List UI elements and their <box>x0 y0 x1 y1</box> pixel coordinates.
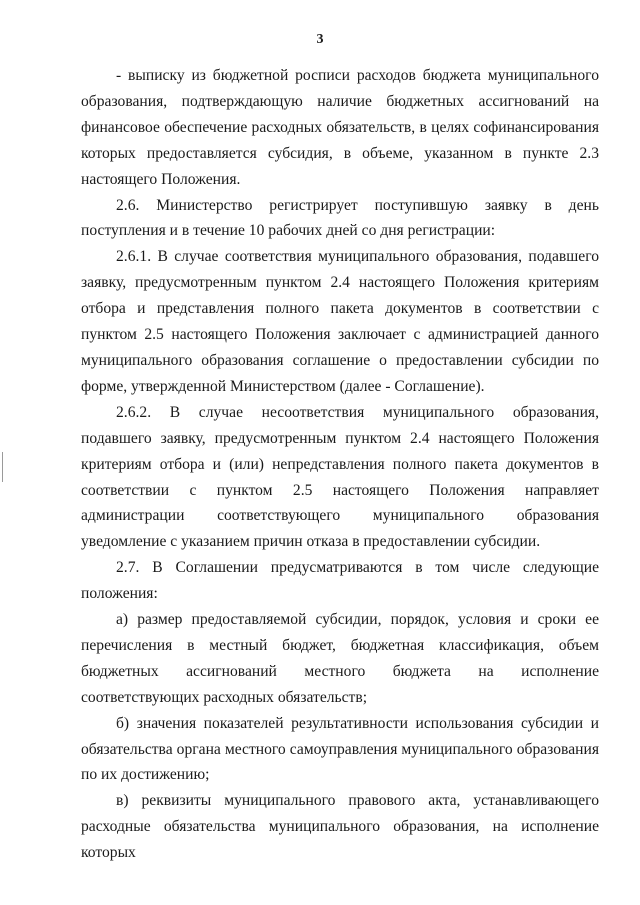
paragraph-item-v: в) реквизиты муниципального правового акта, устанавливающего расходные обязательства муниципального образования, на исполнение которых <box>81 792 599 862</box>
page-number: 3 <box>316 32 324 47</box>
paragraph-item-b: б) значения показателей результативности использования субсидии и обязательства органа местного самоуправления муниципального образования по их достижению; <box>81 714 599 784</box>
scan-edge-mark <box>2 452 3 482</box>
paragraph-2-7: 2.7. В Соглашении предусматриваются в том числе следующие положения: <box>81 559 599 603</box>
paragraph-2-6: 2.6. Министерство регистрирует поступившую заявку в день поступления и в течение 10 рабочих дней со дня регистрации: <box>81 196 599 240</box>
paragraph-2-6-2: 2.6.2. В случае несоответствия муниципального образования, подавшего заявку, предусмотренным пунктом 2.4 настоящего Положения критериям отбора и (или) непредставления полного пакета документов в соответствии с пунктом 2.5 настоящего Положения направляет администрации соответствующего муниципального образования уведомление с указанием причин отказа в предоставлении субсидии. <box>81 403 599 551</box>
document-body <box>81 63 599 866</box>
paragraph-item-a: а) размер предоставляемой субсидии, порядок, условия и сроки ее перечисления в местный бюджет, бюджетная классификация, объем бюджетных ассигнований местного бюджета на исполнение соответствующих расходных обязательств; <box>81 611 599 706</box>
paragraph-2-6-1: 2.6.1. В случае соответствия муниципального образования, подавшего заявку, предусмотренным пунктом 2.4 настоящего Положения критериям отбора и представления полного пакета документов в соответствии с пунктом 2.5 настоящего Положения заключает с администрацией данного муниципального образования соглашение о предоставлении субсидии по форме, утвержденной Министерством (далее - Соглашение). <box>81 248 599 395</box>
paragraph-budget-extract: - выписку из бюджетной росписи расходов бюджета муниципального образования, подтверждающую наличие бюджетных ассигнований на финансовое обеспечение расходных обязательств, в целях софинансирования которых предоставляется субсидия, в объеме, указанном в пункте 2.3 настоящего Положения. <box>81 67 599 188</box>
